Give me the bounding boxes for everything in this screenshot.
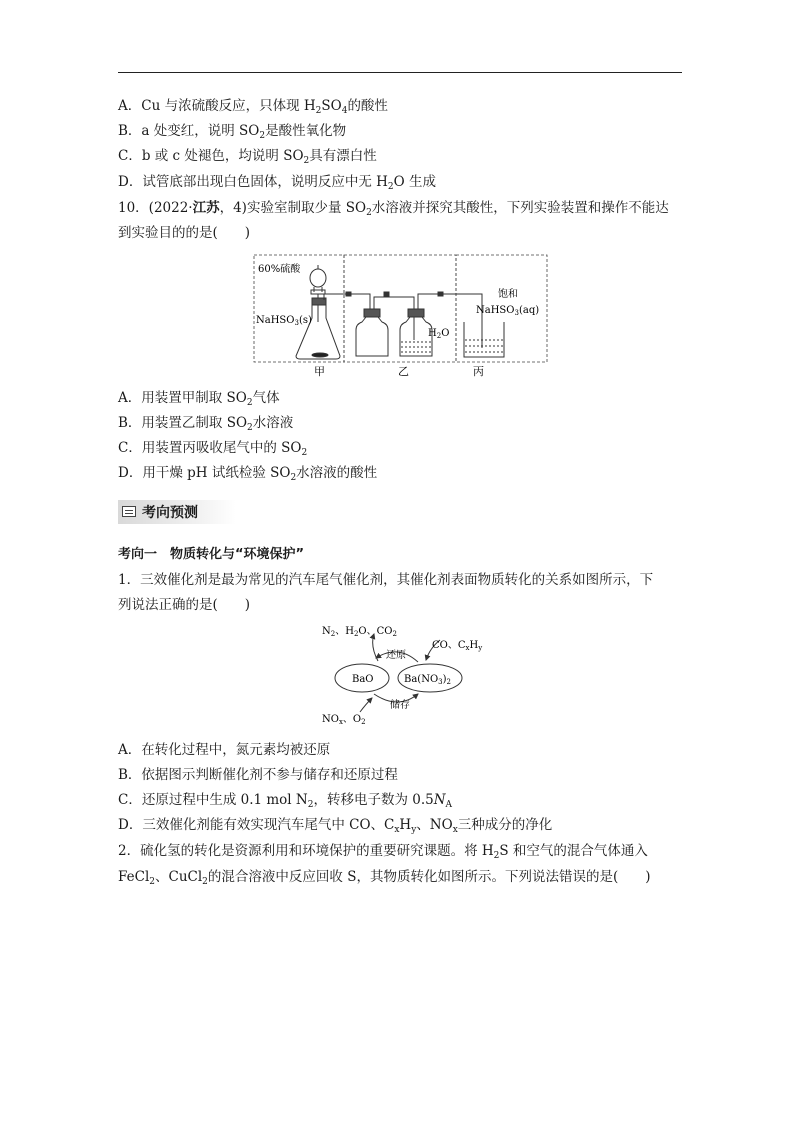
q9-option-d [118, 172, 688, 192]
subscript: 2 [303, 156, 310, 166]
subscript: x [452, 825, 458, 835]
section-header [118, 500, 236, 524]
text: A．Cu 与浓硫酸反应，只体现 H [118, 98, 316, 114]
text: 的酸性 [347, 98, 388, 114]
apparatus-figure [250, 252, 550, 380]
acid-label: 60%硫酸 [258, 264, 301, 275]
products-label: $N_2$、$H_2O$、$CO_2$ [322, 626, 397, 638]
text: D．试管底部出现白色固体，说明反应中无 H [118, 174, 388, 190]
subscript: 2 [246, 398, 253, 408]
text: S 和空气的混合气体通入 [499, 843, 648, 859]
q1-stem-line1: 1．三效催化剂是最为常见的汽车尾气催化剂，其催化剂表面物质转化的关系如图所示，下 [118, 572, 654, 588]
subscript: 2 [259, 131, 266, 141]
text: H [399, 817, 412, 833]
subscript: 2 [290, 473, 297, 483]
subscript: y [411, 825, 417, 835]
subscript: 2 [301, 448, 308, 458]
avogadro-symbol: N [433, 792, 446, 808]
source-province: 江苏 [192, 200, 220, 216]
q2-stem-line1 [118, 841, 688, 861]
subscript: 2 [202, 877, 208, 887]
q10-option-c [118, 438, 688, 458]
label-yi: 乙 [398, 365, 409, 378]
q10-option-d [118, 463, 688, 483]
label-jia: 甲 [314, 365, 325, 378]
text: C．b 或 c 处褪色，均说明 SO [118, 148, 304, 164]
q1-option-c [118, 790, 688, 810]
text: 水溶液的酸性 [296, 465, 378, 481]
subscript: x [394, 825, 400, 835]
store-label: 储存 [390, 700, 410, 711]
solid-label: NaHSO$_3$(s) [256, 315, 312, 327]
text: O 生成 [393, 174, 436, 190]
q9-option-a [118, 96, 688, 116]
q10-option-b [118, 413, 688, 433]
bao-label: BaO [352, 674, 374, 685]
section-icon [122, 506, 136, 517]
subscript: 2 [366, 208, 372, 218]
q10-stem-line2: 到实验目的的是( ) [118, 225, 251, 241]
subscript: 4 [341, 106, 348, 116]
q1-option-b: B．依据图示判断催化剂不参与储存和还原过程 [118, 767, 398, 783]
text: 10．(2022· [118, 200, 193, 216]
conical-flask [296, 294, 340, 359]
text: C．还原过程中生成 0.1 mol N [118, 792, 308, 808]
subscript: 2 [493, 851, 500, 861]
q1-option-a: A．在转化过程中，氮元素均被还原 [118, 742, 331, 758]
subscript: 2 [307, 800, 314, 810]
water-label: $H_2O$ [428, 328, 450, 340]
saturated-formula: NaHSO$_3$(aq) [476, 305, 540, 317]
text: B．用装置乙制取 SO [118, 415, 248, 431]
text: 水溶液并探究其酸性，下列实验装置和操作不能达 [371, 200, 669, 216]
text: 2．硫化氢的转化是资源利用和环境保护的重要研究课题。将 H [118, 843, 494, 859]
topic-heading: 考向一 物质转化与“环境保护” [118, 547, 305, 562]
section-title: 考向预测 [142, 505, 198, 521]
q10-stem-line1 [118, 198, 688, 218]
text: FeCl [118, 869, 150, 885]
text: B．a 处变红，说明 SO [118, 123, 260, 139]
subscript: 2 [247, 423, 253, 433]
text: ，4)实验室制取少量 SO [219, 200, 367, 216]
bano3-label: $Ba(NO_3)_2$ [404, 674, 452, 686]
reduce-label: 还原 [386, 650, 406, 661]
text: SO [321, 98, 342, 114]
text: 是酸性氧化物 [265, 123, 347, 139]
text: 气体 [252, 390, 280, 406]
text: D．用干燥 pH 试纸检验 SO [118, 465, 291, 481]
q1-option-d [118, 815, 688, 835]
text: 三种成分的净化 [457, 817, 553, 833]
text: 具有漂白性 [309, 148, 377, 164]
gas-bottle-empty [356, 309, 388, 356]
text: 的混合溶液中反应回收 S，其物质转化如图所示。下列说法错误的是( ) [207, 869, 651, 885]
header-rule [118, 72, 682, 73]
text: 、CuCl [155, 869, 203, 885]
connecting-tubes [338, 292, 482, 348]
text: 水溶液 [252, 415, 294, 431]
subscript: A [445, 800, 453, 810]
subscript: 2 [149, 877, 155, 887]
q10-option-a [118, 388, 688, 408]
beaker [464, 322, 504, 357]
q2-stem-line2 [118, 867, 688, 887]
q9-option-c [118, 146, 688, 166]
text: ，转移电子数为 0.5 [313, 792, 434, 808]
nox-arrow [360, 698, 372, 712]
text: C．用装置丙吸收尾气中的 SO [118, 440, 302, 456]
subscript: 2 [315, 106, 322, 116]
nox-label: $NO_x$、$O_2$ [322, 714, 366, 726]
q9-option-b [118, 121, 688, 141]
subscript: 2 [387, 182, 394, 192]
catalyst-cycle-diagram [318, 618, 488, 730]
text: A．用装置甲制取 SO [118, 390, 247, 406]
label-bing: 丙 [473, 365, 484, 378]
text: 、NO [416, 817, 453, 833]
q1-stem-line2: 列说法正确的是( ) [118, 597, 251, 613]
text: D．三效催化剂能有效实现汽车尾气中 CO、C [118, 817, 395, 833]
saturated-label: 饱和 [498, 289, 518, 300]
reductants-label: CO、$C_xH_y$ [432, 640, 483, 652]
